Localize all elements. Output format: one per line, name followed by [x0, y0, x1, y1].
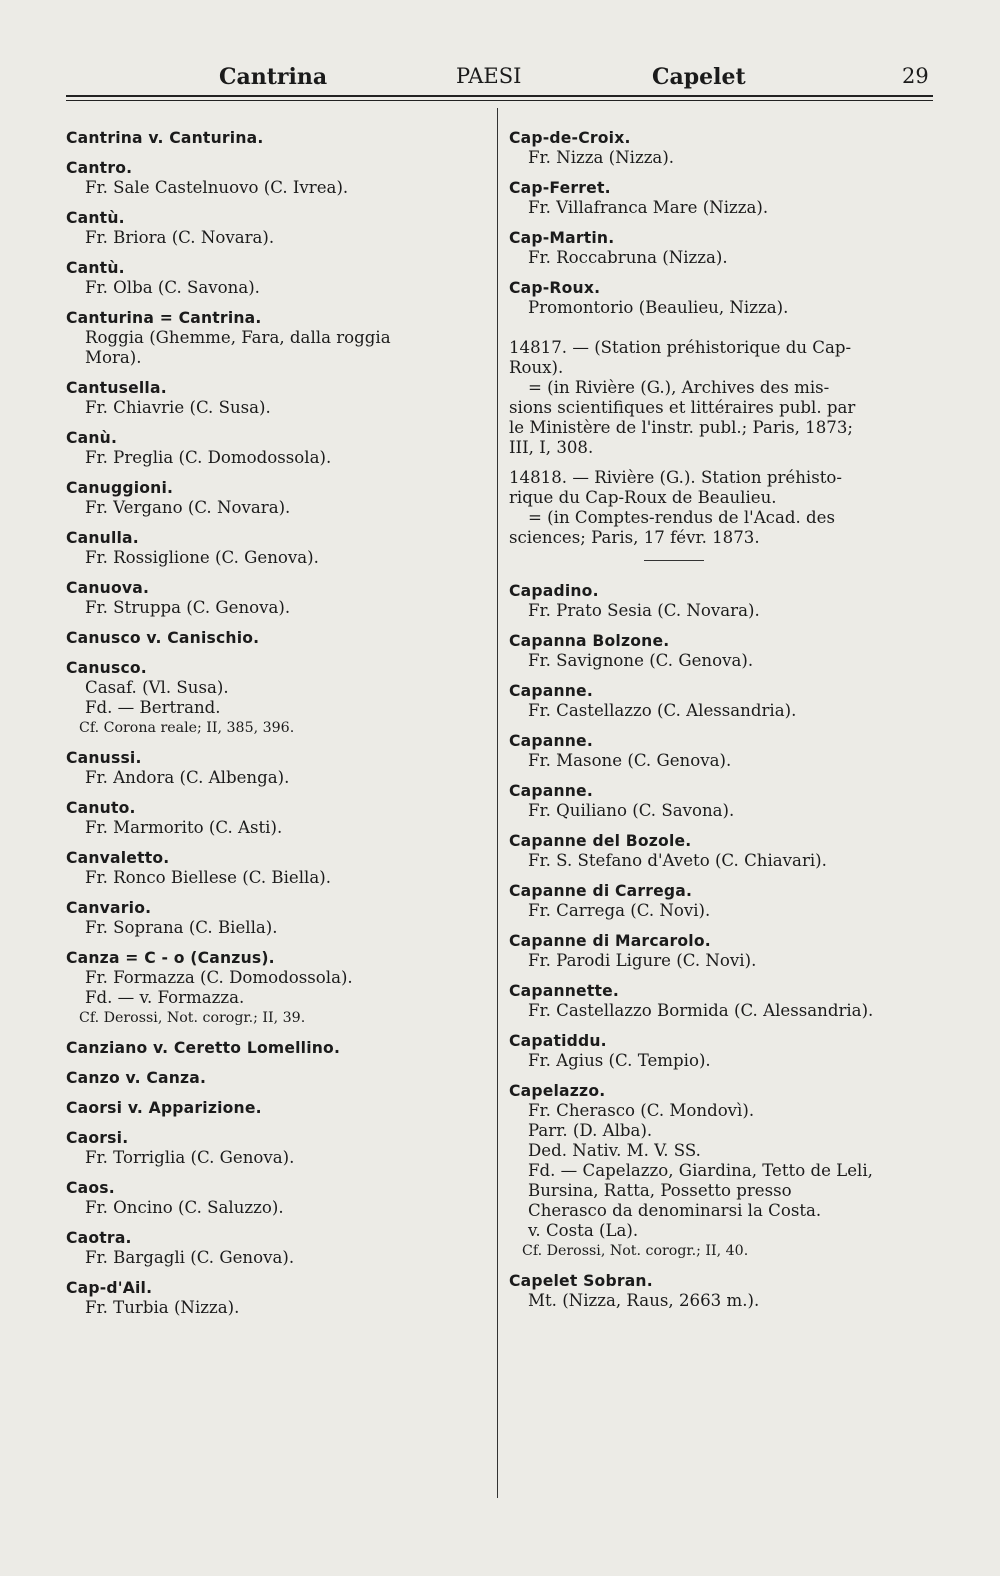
gazetteer-entry	[509, 681, 929, 721]
entry-line: Fr. Ronco Biellese (C. Biella).	[85, 868, 331, 887]
entry-headword: Capanne di Carrega.	[509, 882, 693, 900]
gazetteer-entry	[66, 1068, 484, 1088]
bibliography-line: 14817. — (Station préhistorique du Cap-	[509, 338, 852, 357]
entry-line: Fr. Villafranca Mare (Nizza).	[528, 198, 769, 217]
gazetteer-entry	[66, 428, 484, 468]
entry-line: Fr. Sale Castelnuovo (C. Ivrea).	[85, 178, 349, 197]
entry-headword: Cantù.	[66, 209, 125, 227]
entry-headword: Canvaletto.	[66, 849, 170, 867]
entry-headword: Canuto.	[66, 799, 136, 817]
entry-headword: Capelet Sobran.	[509, 1272, 653, 1290]
entry-headword: Canvario.	[66, 899, 152, 917]
entry-line: Ded. Nativ. M. V. SS.	[528, 1141, 701, 1160]
entry-line: Fd. — Bertrand.	[85, 698, 221, 717]
entry-line: Fr. Soprana (C. Biella).	[85, 918, 278, 937]
entry-headword: Capannette.	[509, 982, 620, 1000]
gazetteer-entry	[509, 278, 929, 318]
entry-headword: Canulla.	[66, 529, 139, 547]
entry-headword: Capadino.	[509, 582, 599, 600]
header-section: PAESI	[456, 64, 522, 88]
header-rule-thin	[66, 100, 933, 101]
entry-line: Fr. Briora (C. Novara).	[85, 228, 275, 247]
gazetteer-entry	[66, 748, 484, 788]
gazetteer-entry	[66, 1278, 484, 1318]
entry-headword: Caorsi v. Apparizione.	[66, 1099, 262, 1117]
entry-line: Fr. Oncino (C. Saluzzo).	[85, 1198, 284, 1217]
bibliography-entry	[509, 468, 929, 548]
entry-line: Fr. Savignone (C. Genova).	[528, 651, 754, 670]
gazetteer-entry	[509, 228, 929, 268]
entry-line: Mora).	[85, 348, 142, 367]
bibliography-line: le Ministère de l'instr. publ.; Paris, 1873;	[509, 418, 853, 437]
entry-headword: Canuova.	[66, 579, 150, 597]
entry-line: Fr. Quiliano (C. Savona).	[528, 801, 735, 820]
entry-headword: Cantusella.	[66, 379, 167, 397]
entry-line: Fr. Roccabruna (Nizza).	[528, 248, 728, 267]
entry-headword: Cap-Ferret.	[509, 179, 611, 197]
bibliography-line: III, I, 308.	[509, 438, 594, 457]
entry-line: Casaf. (Vl. Susa).	[85, 678, 229, 697]
entry-headword: Cantrina v. Canturina.	[66, 129, 264, 147]
entry-line: Fr. Nizza (Nizza).	[528, 148, 675, 167]
entry-line: Fr. Castellazzo Bormida (C. Alessandria).	[528, 1001, 874, 1020]
entry-line: Fr. Torriglia (C. Genova).	[85, 1148, 295, 1167]
entry-line: Fr. S. Stefano d'Aveto (C. Chiavari).	[528, 851, 827, 870]
gazetteer-entry	[509, 581, 929, 621]
gazetteer-entry	[509, 831, 929, 871]
gazetteer-entry	[66, 308, 484, 368]
gazetteer-entry	[66, 1228, 484, 1268]
gazetteer-entry	[509, 128, 929, 168]
gazetteer-entry	[66, 528, 484, 568]
entry-reference: Cf. Corona reale; II, 385, 396.	[79, 720, 295, 736]
entry-headword: Capanne.	[509, 782, 593, 800]
entry-line: Fr. Preglia (C. Domodossola).	[85, 448, 332, 467]
entry-headword: Cantro.	[66, 159, 133, 177]
entry-line: Cherasco da denominarsi la Costa.	[528, 1201, 822, 1220]
entry-line: Fr. Agius (C. Tempio).	[528, 1051, 711, 1070]
gazetteer-entry	[509, 781, 929, 821]
right-column	[509, 128, 929, 1321]
entry-headword: Capanna Bolzone.	[509, 632, 670, 650]
entry-headword: Canza = C - o (Canzus).	[66, 949, 275, 967]
header-right-word: Capelet	[652, 64, 746, 90]
entry-line: Fr. Marmorito (C. Asti).	[85, 818, 283, 837]
gazetteer-entry	[66, 1178, 484, 1218]
gazetteer-entry	[66, 378, 484, 418]
entry-reference: Cf. Derossi, Not. corogr.; II, 39.	[79, 1010, 306, 1026]
entry-headword: Capelazzo.	[509, 1082, 606, 1100]
entry-line: Parr. (D. Alba).	[528, 1121, 653, 1140]
gazetteer-entry	[66, 258, 484, 298]
gazetteer-entry	[509, 981, 929, 1021]
gazetteer-entry	[66, 948, 484, 1028]
bibliography-line: sions scientifiques et littéraires publ. par	[509, 398, 856, 417]
entry-headword: Capanne del Bozole.	[509, 832, 692, 850]
entry-line: Fr. Parodi Ligure (C. Novi).	[528, 951, 757, 970]
entry-headword: Capanne di Marcarolo.	[509, 932, 711, 950]
entry-headword: Canù.	[66, 429, 118, 447]
gazetteer-entry	[66, 128, 484, 148]
gazetteer-entry	[66, 628, 484, 648]
entry-line: Fr. Prato Sesia (C. Novara).	[528, 601, 760, 620]
entry-line: Fr. Cherasco (C. Mondovì).	[528, 1101, 755, 1120]
spacer	[509, 328, 929, 338]
entry-headword: Caotra.	[66, 1229, 132, 1247]
entry-headword: Canziano v. Ceretto Lomellino.	[66, 1039, 341, 1057]
gazetteer-entry	[66, 658, 484, 738]
gazetteer-entry	[509, 1271, 929, 1311]
bibliography-line: sciences; Paris, 17 févr. 1873.	[509, 528, 760, 547]
gazetteer-entry	[509, 178, 929, 218]
section-separator	[644, 560, 704, 561]
entry-headword: Cap-Martin.	[509, 229, 615, 247]
entry-headword: Capanne.	[509, 732, 593, 750]
gazetteer-entry	[66, 578, 484, 618]
entry-line: Mt. (Nizza, Raus, 2663 m.).	[528, 1291, 760, 1310]
gazetteer-entry	[66, 208, 484, 248]
page-number: 29	[902, 64, 929, 88]
entry-headword: Capatiddu.	[509, 1032, 607, 1050]
entry-line: Fr. Rossiglione (C. Genova).	[85, 548, 319, 567]
entry-headword: Canturina = Cantrina.	[66, 309, 262, 327]
entry-line: Fd. — v. Formazza.	[85, 988, 245, 1007]
entry-reference: Cf. Derossi, Not. corogr.; II, 40.	[522, 1243, 749, 1259]
entry-line: Fr. Struppa (C. Genova).	[85, 598, 291, 617]
entry-headword: Canusco v. Canischio.	[66, 629, 260, 647]
gazetteer-entry	[509, 931, 929, 971]
entry-line: Fr. Castellazzo (C. Alessandria).	[528, 701, 797, 720]
entry-headword: Canzo v. Canza.	[66, 1069, 207, 1087]
gazetteer-entry	[66, 798, 484, 838]
entry-headword: Capanne.	[509, 682, 593, 700]
entry-headword: Cap-Roux.	[509, 279, 601, 297]
entry-line: Bursina, Ratta, Possetto presso	[528, 1181, 792, 1200]
bibliography-line: 14818. — Rivière (G.). Station préhisto-	[509, 468, 842, 487]
gazetteer-entry	[509, 1031, 929, 1071]
entry-headword: Canusco.	[66, 659, 147, 677]
entry-line: Fr. Masone (C. Genova).	[528, 751, 732, 770]
entry-headword: Cantù.	[66, 259, 125, 277]
entry-line: Fr. Carrega (C. Novi).	[528, 901, 711, 920]
entry-line: Fr. Formazza (C. Domodossola).	[85, 968, 353, 987]
running-header	[64, 60, 934, 100]
entry-headword: Caos.	[66, 1179, 115, 1197]
entry-line: Fd. — Capelazzo, Giardina, Tetto de Leli,	[528, 1161, 873, 1180]
bibliography-line: = (in Rivière (G.), Archives des mis-	[528, 378, 830, 397]
entry-line: Roggia (Ghemme, Fara, dalla roggia	[85, 328, 391, 347]
entry-line: Fr. Chiavrie (C. Susa).	[85, 398, 271, 417]
gazetteer-entry	[66, 1038, 484, 1058]
entry-headword: Cap-de-Croix.	[509, 129, 631, 147]
entry-line: Fr. Turbia (Nizza).	[85, 1298, 240, 1317]
gazetteer-entry	[66, 158, 484, 198]
entry-headword: Cap-d'Ail.	[66, 1279, 153, 1297]
entry-line: Fr. Vergano (C. Novara).	[85, 498, 291, 517]
bibliography-line: rique du Cap-Roux de Beaulieu.	[509, 488, 777, 507]
bibliography-entry	[509, 338, 929, 458]
gazetteer-entry	[509, 1081, 929, 1261]
left-column	[66, 128, 484, 1328]
entry-line: Fr. Andora (C. Albenga).	[85, 768, 290, 787]
gazetteer-entry	[66, 1128, 484, 1168]
header-rule-thick	[66, 95, 933, 97]
gazetteer-entry	[66, 848, 484, 888]
column-divider	[497, 108, 498, 1498]
entry-headword: Canussi.	[66, 749, 142, 767]
gazetteer-entry	[509, 881, 929, 921]
entry-line: v. Costa (La).	[528, 1221, 639, 1240]
gazetteer-entry	[66, 898, 484, 938]
gazetteer-entry	[66, 1098, 484, 1118]
bibliography-line: = (in Comptes-rendus de l'Acad. des	[528, 508, 836, 527]
gazetteer-entry	[509, 631, 929, 671]
header-left-word: Cantrina	[219, 64, 328, 90]
gazetteer-entry	[509, 731, 929, 771]
bibliography-line: Roux).	[509, 358, 564, 377]
entry-line: Fr. Bargagli (C. Genova).	[85, 1248, 295, 1267]
entry-line: Promontorio (Beaulieu, Nizza).	[528, 298, 789, 317]
entry-line: Fr. Olba (C. Savona).	[85, 278, 260, 297]
entry-headword: Caorsi.	[66, 1129, 129, 1147]
gazetteer-entry	[66, 478, 484, 518]
entry-headword: Canuggioni.	[66, 479, 174, 497]
